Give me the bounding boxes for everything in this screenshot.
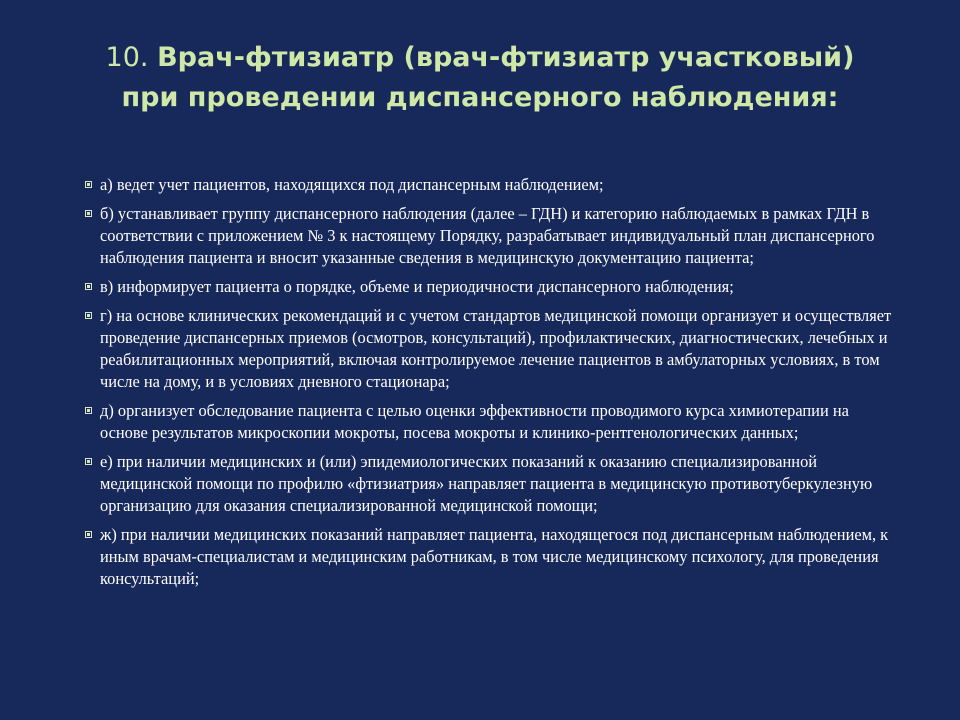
list-item: [100, 174, 900, 196]
square-bullet-icon: [85, 181, 92, 188]
list-item-text: е) при наличии медицинских и (или) эпидемиологических показаний к оказанию специализированной медицинской помощи по профилю «фтизиатрия» направляет пациента в медицинскую противотуберкулезную организацию для оказания специализированной медицинской помощи;: [100, 452, 873, 515]
list-item: [100, 451, 900, 517]
title-line-2: при проведении диспансерного наблюдения:: [121, 82, 839, 113]
bullet-list: [100, 174, 900, 597]
square-bullet-icon: [85, 283, 92, 290]
list-item: [100, 400, 900, 444]
slide-title: [40, 38, 920, 118]
list-item-text: а) ведет учет пациентов, находящихся под диспансерным наблюдением;: [100, 175, 604, 194]
list-item-text: б) устанавливает группу диспансерного наблюдения (далее – ГДН) и категорию наблюдаемых в рамках ГДН в соответствии с приложением № 3 к настоящему Порядку, разрабатывает индивидуальный план диспансерного наблюдения пациента и вносит указанные сведения в медицинскую документацию пациента;: [100, 204, 875, 267]
square-bullet-icon: [85, 407, 92, 414]
title-number: 10.: [105, 42, 149, 73]
list-item-text: в) информирует пациента о порядке, объеме и периодичности диспансерного наблюдения;: [100, 277, 734, 296]
list-item-text: д) организует обследование пациента с целью оценки эффективности проводимого курса химиотерапии на основе результатов микроскопии мокроты, посева мокроты и клинико-рентгенологических данных;: [100, 401, 849, 442]
list-item-text: г) на основе клинических рекомендаций и с учетом стандартов медицинской помощи организует и осуществляет проведение диспансерных приемов (осмотров, консультаций), профилактических, диагностических, лечебных и реабилитационных мероприятий, включая контролируемое лечение пациентов в амбулаторных условиях, в том числе на дому, и в условиях дневного стационара;: [100, 306, 892, 391]
list-item: [100, 524, 900, 590]
list-item-text: ж) при наличии медицинских показаний направляет пациента, находящегося под диспансерным наблюдением, к иным врачам-специалистам и медицинским работникам, в том числе медицинскому психологу, для проведения консультаций;: [100, 525, 889, 588]
title-line-1: Врач-фтизиатр (врач-фтизиатр участковый): [157, 42, 855, 73]
list-item: [100, 305, 900, 393]
list-item: [100, 203, 900, 269]
list-item: [100, 276, 900, 298]
square-bullet-icon: [85, 312, 92, 319]
square-bullet-icon: [85, 210, 92, 217]
square-bullet-icon: [85, 531, 92, 538]
square-bullet-icon: [85, 458, 92, 465]
